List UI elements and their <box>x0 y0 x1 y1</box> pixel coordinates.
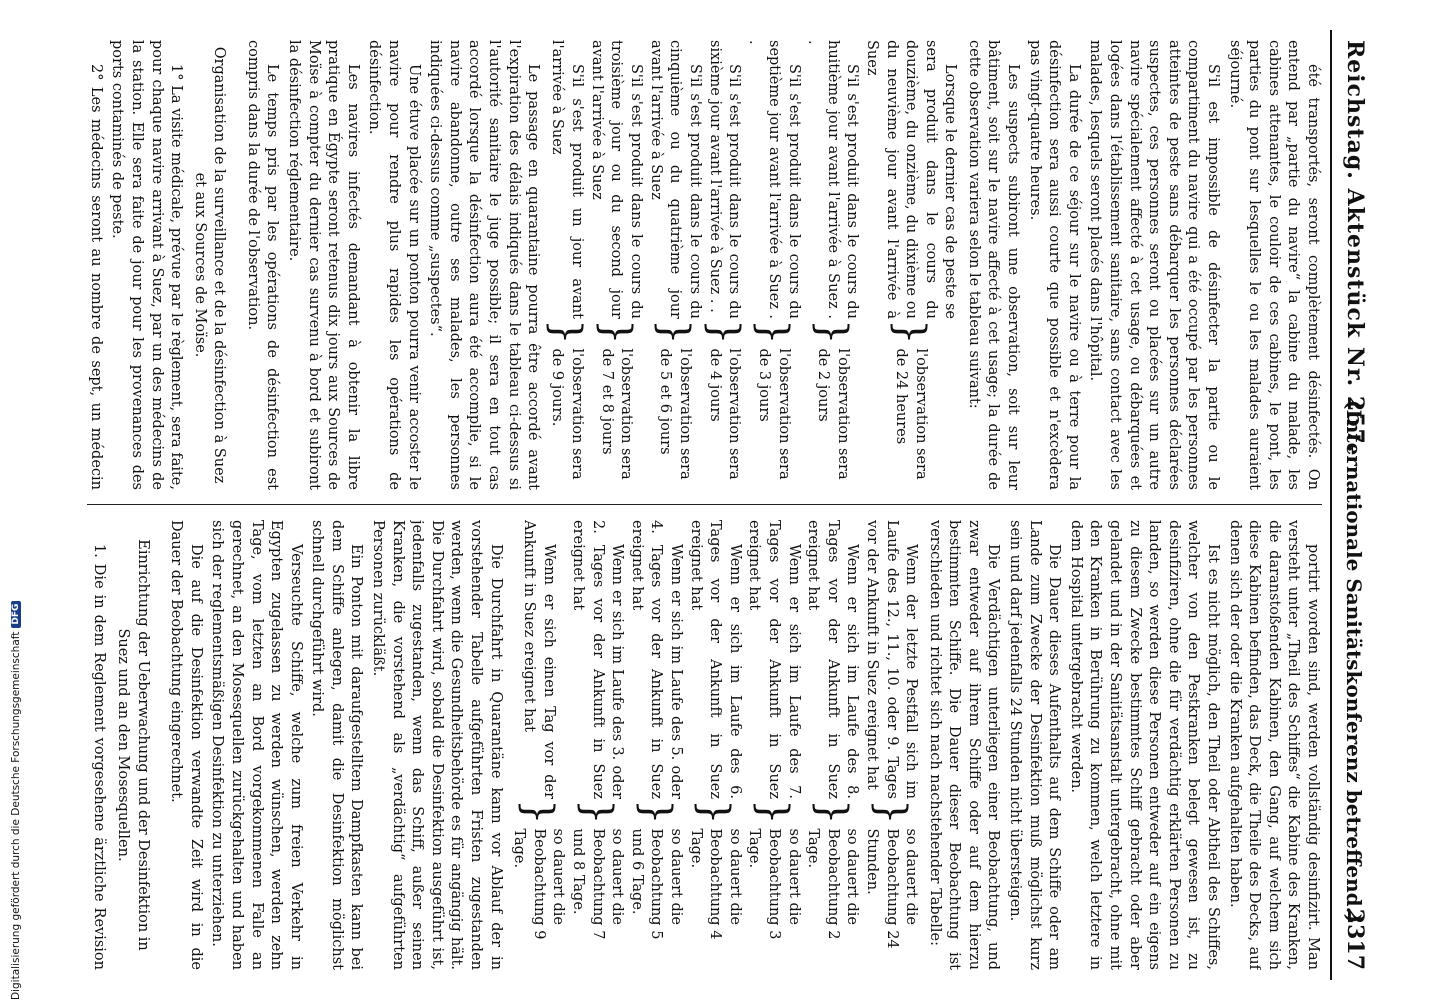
table-condition: Wenn er sich im Laufe des 5. oder 4. Tages vor der Ankunft in Suez ereignet hat <box>628 520 684 799</box>
paragraph: été transportés, seront complètement désinfectés. On entend par „partie du navire“ la cabine du malade, les cabines attenantes, le couloir de ces cabines, le pont, les parties du pont sur lesquelles le ou les malades auraient séjourné. <box>1226 40 1321 490</box>
table-result: so dauert die Beobachtung 9 Tage. <box>511 828 567 940</box>
table-condition: S'il s'est produit dans le cours du sixième jour avant l'arrivée à Suez . . <box>706 40 743 319</box>
paragraph: Les navires infectés demandant à obtenir la libre pratique en Égypte seront retenus dix jours aux Sources de Moïse à compter du dernier cas survenu à bord et subiront la désinfection réglementaire. <box>286 40 361 490</box>
table-condition: Wenn der letzte Pestfall sich im Laufe des 12., 11., 10. oder 9. Tages vor der Ankunft in Suez ereignet hat <box>863 520 920 799</box>
table-condition: S'il s'est produit dans le cours du troisième jour ou du second jour avant l'arrivée à Suez <box>588 40 644 319</box>
paragraph: Die Verdächtigen unterliegen einer Beobachtung, und zwar entweder auf ihrem Schiffe oder auf dem hierzu bestimmten Schiffe. Die Dauer dieser Beobachtung ist verschieden und richtet sich nach nachstehender Tabelle: <box>926 520 1002 970</box>
table-result: l'observation sera de 24 heures <box>893 348 929 480</box>
table-condition: S'il s'est produit un jour avant l'arrivée à Suez <box>549 40 585 319</box>
paragraph: portirt worden sind, werden vollständig desinfizirt. Man versteht unter „Theil des Schiffes“ die Kabine des Kranken, die daranstoßenden Kabinen, den Gang, auf welchem sich diese Kabinen befinden, das Deck, die Theile des Decks, auf denen sich der oder die Kranken aufgehalten haben. <box>1226 520 1321 970</box>
paragraph: Die Dauer dieses Aufenthalts auf dem Schiffe oder am Lande zum Zwecke der Desinfektion muß möglichst kurz sein und darf jedenfalls 24 Stunden nicht übersteigen. <box>1007 520 1063 970</box>
observation-table <box>509 520 920 970</box>
observation-table <box>543 40 959 490</box>
page-number: 2317 <box>1342 908 1368 970</box>
section-heading: Einrichtung der Ueberwachung und der Desinfektion in Suez und an den Mosesquellen. <box>114 539 151 951</box>
table-condition: S'il s'est produit dans le cours du septième jour avant l'arrivée à Suez . . <box>746 40 802 319</box>
paragraph: 2° Les médecins seront au nombre de sept, un médecin <box>87 64 104 490</box>
table-condition: S'il s'est produit dans le cours du huitième jour avant l'arrivée à Suez . . <box>805 40 861 319</box>
table-result: l'observation sera de 9 jours. <box>549 348 585 480</box>
table-row: S'il s'est produit dans le cours du troisième jour ou du second jour avant l'arrivée à Suez } l'observation sera de 7 et 8 jours <box>586 40 645 490</box>
table-condition: Wenn er sich im Laufe des 8. Tages vor der Ankunft in Suez ereignet hat <box>805 520 861 799</box>
paragraph: Le temps pris par les opérations de désinfection est compris dans la durée de l'observation. <box>244 40 281 490</box>
table-row: Wenn der letzte Pestfall sich im Laufe des 12., 11., 10. oder 9. Tages vor der Ankunft in Suez ereignet hat } so dauert die Beobachtung 24 Stunden. <box>861 520 920 970</box>
table-condition: Wenn er sich im Laufe des 6. Tages vor der Ankunft in Suez ereignet hat <box>687 520 743 799</box>
table-row: S'il s'est produit un jour avant l'arrivée à Suez } l'observation sera de 9 jours. <box>546 40 586 490</box>
table-result: l'observation sera de 2 jours <box>814 348 851 480</box>
table-condition: Wenn er sich im Laufe des 3. oder 2. Tages vor der Ankunft in Suez ereignet hat <box>570 520 626 799</box>
section-heading: Organisation de la surveillance et de la désinfection à Suez et aux Sources de Moïse. <box>191 46 228 484</box>
table-result: so dauert die Beobachtung 5 und 6 Tage. <box>628 828 684 940</box>
table-result: so dauert die Beobachtung 2 Tage. <box>805 828 861 940</box>
table-row: S'il s'est produit dans le cours du huitième jour avant l'arrivée à Suez . . } l'observation sera de 2 jours <box>803 40 862 490</box>
paragraph: La durée de ce séjour sur le navire ou à terre pour la désinfection sera aussi courte que possible et n'excèdera pas vingt-quatre heures. <box>1026 40 1082 490</box>
french-column <box>87 40 1322 490</box>
table-result: so dauert die Beobachtung 7 und 8 Tage. <box>570 828 626 940</box>
table-result: so dauert die Beobachtung 4 Tage. <box>687 828 743 940</box>
header-subtitle: (Internationale Sanitätskonferenz betreffend.) <box>1342 400 1366 924</box>
header-title: Reichstag. Aktenstück Nr. 257. <box>1342 40 1368 454</box>
document-page <box>82 30 1372 980</box>
paragraph: Les suspects subiront une observation, soit sur leur bâtiment, soit sur le navire affecté à cet usage; la durée de cette observation variera selon le tableau suivant: <box>965 40 1022 490</box>
table-result: l'observation sera de 7 et 8 jours <box>598 348 635 480</box>
table-condition: S'il s'est produit dans le cours du cinquième ou du quatrième jour avant l'arrivée à Suez <box>647 40 703 319</box>
paragraph: Le passage en quarantaine pourra être accordé avant l'expiration des délais indiqués dans le tableau ci-dessus si l'autorité sanitaire le juge possible; il sera en tout cas accordé lorsque la désinfection aura été accomplie, si le navire abandonne, outre ses malades, les personnes indiquées ci-dessus comme „suspectes“. <box>427 40 542 490</box>
table-row: S'il s'est produit dans le cours du sixième jour avant l'arrivée à Suez . . } l'observation sera de 4 jours <box>704 40 744 490</box>
paragraph: Verseuchte Schiffe, welche zum freien Verkehr in Egypten zugelassen zu werden wünschen, werden zehn Tage, vom letzten an Bord vorgekommenen Falle an gerechnet, an den Mosesquellen zurückgehalten und haben sich der reglementsmäßigen Desinfektion zu unterziehen. <box>209 520 304 970</box>
table-row: S'il s'est produit dans le cours du septième jour avant l'arrivée à Suez . . } l'observation sera de 3 jours <box>744 40 803 490</box>
column-divider <box>87 504 1322 505</box>
table-row: Wenn er sich im Laufe des 6. Tages vor der Ankunft in Suez ereignet hat } so dauert die Beobachtung 4 Tage. <box>685 520 744 970</box>
table-result: so dauert die Beobachtung 24 Stunden. <box>863 828 920 949</box>
table-result: so dauert die Beobachtung 3 Tage. <box>746 828 802 940</box>
table-row: Wenn er sich im Laufe des 7. Tages vor der Ankunft in Suez ereignet hat } so dauert die Beobachtung 3 Tage. <box>744 520 803 970</box>
table-result: l'observation sera de 5 et 6 jours <box>657 348 693 480</box>
table-row: Wenn er sich im Laufe des 8. Tages vor der Ankunft in Suez ereignet hat } so dauert die Beobachtung 2 Tage. <box>803 520 862 970</box>
table-condition: Wenn er sich einen Tag vor der Ankunft in Suez ereignet hat <box>521 520 557 799</box>
paragraph: Die Durchfahrt in Quarantäne kann vor Ablauf der in vorstehender Tabelle aufgeführten Fristen zugestanden werden, wenn die Gesundheitsbehörde es für angängig hält. Die Durchfahrt wird, sobald die Desinfektion ausgeführt ist, jedenfalls zugestanden, wenn das Schiff, außer seinen Kranken, die vorstehend als „verdächtig“ aufgeführten Personen zurückläßt. <box>370 520 504 970</box>
digitization-credit <box>8 560 24 1000</box>
paragraph: Une étuve placée sur un ponton pourra venir accoster le navire pour rendre plus rapides les opérations de désinfection. <box>366 40 422 490</box>
table-row: Wenn er sich einen Tag vor der Ankunft in Suez ereignet hat } so dauert die Beobachtung 9 Tage. <box>509 520 568 970</box>
paragraph: Ist es nicht möglich, den Theil oder Abtheil des Schiffes, welcher von den Pestkranken belegt gewesen ist, zu desinfiziren, ohne die für verdächtig erklärten Personen zu landen, so werden diese Personen entweder auf ein eigens zu diesem Zwecke bestimmtes Schiff gebracht oder aber gelandet und in der Sanitätsanstalt untergebracht, ohne mit den Kranken in Berührung zu kommen, welch letztere in dem Hospital untergebracht werden. <box>1067 520 1222 970</box>
paragraph: 1° La visite médicale, prévue par le règlement, sera faite, pour chaque navire arrivant à Suez, par un des médecins de la station. Elle sera faite de jour pour les provenances des ports contaminés de peste. <box>109 40 185 490</box>
table-condition: Lorsque le dernier cas de peste se sera produit dans le cours du douzième, du onzième, du dixième ou du neuvième jour avant l'arrivée à Suez <box>863 40 959 319</box>
table-condition: Wenn er sich im Laufe des 7. Tages vor der Ankunft in Suez ereignet hat <box>746 520 802 799</box>
table-row: S'il s'est produit dans le cours du cinquième ou du quatrième jour avant l'arrivée à Suez } l'observation sera de 5 et 6 jours <box>645 40 704 490</box>
table-row: Lorsque le dernier cas de peste se sera produit dans le cours du douzième, du onzième, du dixième ou du neuvième jour avant l'arrivée à Suez } l'observation sera de 24 heures <box>861 40 959 490</box>
page-header <box>1330 30 1372 980</box>
paragraph: 1. Die in dem Reglement vorgesehene ärztliche Revision <box>91 544 108 970</box>
german-column <box>87 520 1322 970</box>
paragraph: Die auf die Desinfektion verwandte Zeit wird in die Dauer der Beobachtung eingerechnet. <box>168 520 204 970</box>
credit-text: Digitalisierung gefördert durch die Deutsche Forschungsgemeinschaft <box>10 631 22 1000</box>
table-result: l'observation sera de 4 jours <box>706 348 743 480</box>
table-row: Wenn er sich im Laufe des 5. oder 4. Tages vor der Ankunft in Suez ereignet hat } so dauert die Beobachtung 5 und 6 Tage. <box>626 520 685 970</box>
dfg-logo: DFG <box>11 601 21 628</box>
table-result: l'observation sera de 3 jours <box>756 348 792 480</box>
paragraph: Ein Ponton mit daraufgestelltem Dampfkasten kann bei dem Schiffe anlegen, damit die Desinfektion möglichst schnell durchgeführt wird. <box>309 520 365 970</box>
paragraph: S'il est impossible de désinfecter la partie ou le compartiment du navire qui a été occupé par les personnes atteintes de peste sans débarquer les personnes déclarées suspectes, ces personnes seront ou placées sur un autre navire spécialement affecté à cet usage, ou débarquées et logées dans l'établissement sanitaire, sans contact avec les malades, lesquels seront placés dans l'hôpital. <box>1087 40 1222 490</box>
table-row: Wenn er sich im Laufe des 3. oder 2. Tages vor der Ankunft in Suez ereignet hat } so dauert die Beobachtung 7 und 8 Tage. <box>567 520 626 970</box>
